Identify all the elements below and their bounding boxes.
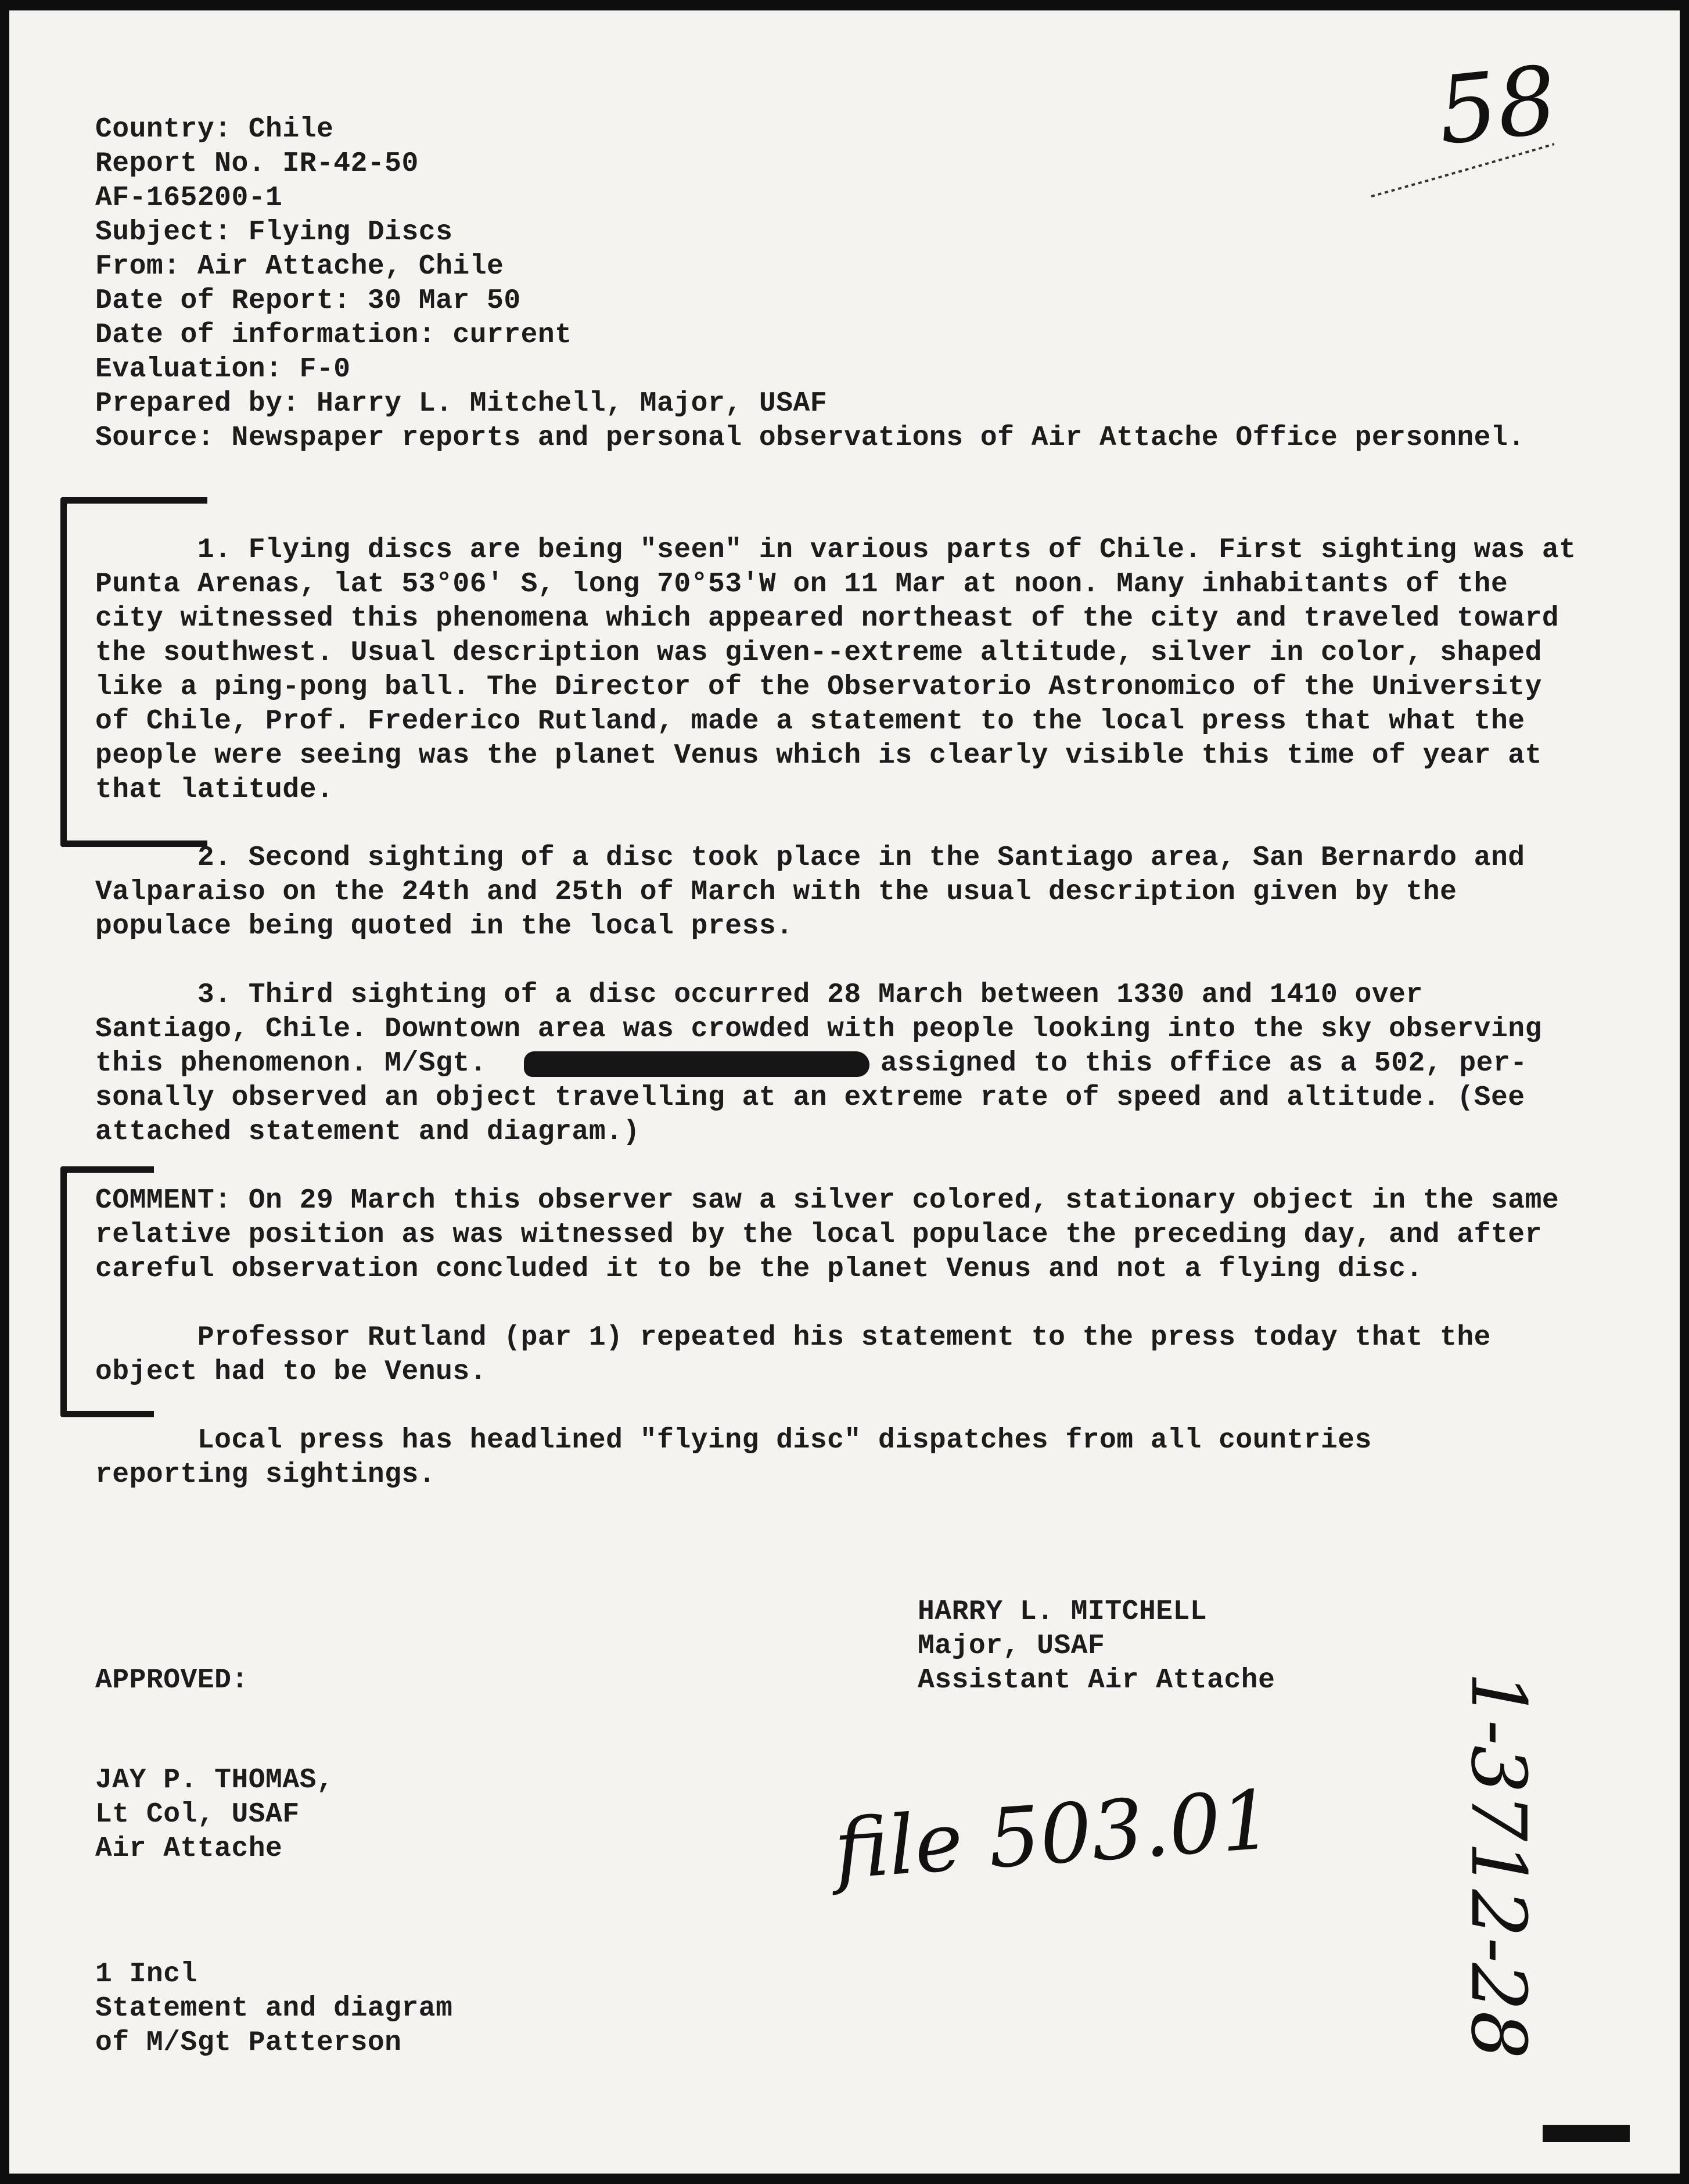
rutland-line: object had to be Venus.: [95, 1356, 487, 1388]
para1-line: city witnessed this phenomena which appeared northeast of the city and traveled toward: [95, 603, 1559, 634]
para3-line: Santiago, Chile. Downtown area was crowded with people looking into the sky observing: [95, 1014, 1542, 1045]
para2-line: populace being quoted in the local press.: [95, 911, 793, 942]
enclosure-count: 1 Incl: [95, 1959, 197, 1990]
para1-line: 1. Flying discs are being "seen" in various parts of Chile. First sighting was at: [95, 534, 1576, 566]
header-source: Source: Newspaper reports and personal observations of Air Attache Office personnel.: [95, 422, 1525, 454]
header-date-of-information: Date of information: current: [95, 319, 572, 351]
handwritten-page-number: 58: [1432, 45, 1562, 166]
comment-line: COMMENT: On 29 March this observer saw a silver colored, stationary object in the same: [95, 1185, 1559, 1216]
para3-line: sonally observed an object travelling at an extreme rate of speed and altitude. (See: [95, 1082, 1525, 1113]
scan-edge-mark: [1543, 2125, 1630, 2142]
para1-line: like a ping-pong ball. The Director of the Observatorio Astronomico of the University: [95, 671, 1542, 703]
handwritten-side-number: 1-3712-28: [1454, 1672, 1543, 2059]
approver-title: Air Attache: [95, 1833, 283, 1865]
para1-line: of Chile, Prof. Frederico Rutland, made a statement to the local press that what the: [95, 706, 1525, 737]
signature-rank: Major, USAF: [918, 1630, 1105, 1662]
para3-line: attached statement and diagram.): [95, 1116, 640, 1148]
para1-line: people were seeing was the planet Venus which is clearly visible this time of year at: [95, 740, 1542, 771]
header-af-no: AF-165200-1: [95, 182, 283, 214]
approver-name: JAY P. THOMAS,: [95, 1765, 334, 1796]
signature-name: HARRY L. MITCHELL: [918, 1596, 1208, 1628]
comment-line: relative position as was witnessed by the local populace the preceding day, and after: [95, 1219, 1542, 1251]
document-page: [9, 10, 1680, 2174]
approver-rank: Lt Col, USAF: [95, 1799, 300, 1830]
para3-line: assigned to this office as a 502, per-: [881, 1048, 1528, 1079]
para3-line: 3. Third sighting of a disc occurred 28 March between 1330 and 1410 over: [95, 979, 1423, 1011]
header-from: From: Air Attache, Chile: [95, 251, 504, 282]
para2-line: 2. Second sighting of a disc took place in the Santiago area, San Bernardo and: [95, 842, 1525, 874]
header-prepared-by: Prepared by: Harry L. Mitchell, Major, USAF: [95, 388, 828, 419]
para2-line: Valparaiso on the 24th and 25th of March with the usual description given by the: [95, 877, 1457, 908]
rutland-line: Professor Rutland (par 1) repeated his statement to the press today that the: [95, 1322, 1491, 1353]
press-line: reporting sightings.: [95, 1459, 436, 1490]
enclosure-desc: of M/Sgt Patterson: [95, 2027, 402, 2059]
header-date-of-report: Date of Report: 30 Mar 50: [95, 285, 521, 317]
approved-label: APPROVED:: [95, 1665, 249, 1696]
enclosure-desc: Statement and diagram: [95, 1993, 453, 2024]
comment-line: careful observation concluded it to be the planet Venus and not a flying disc.: [95, 1253, 1423, 1285]
para3-line: this phenomenon. M/Sgt.: [95, 1048, 487, 1079]
header-report-no: Report No. IR-42-50: [95, 148, 419, 179]
handwritten-file-note: file 503.01: [831, 1772, 1276, 1898]
para1-line: the southwest. Usual description was given--extreme altitude, silver in color, shaped: [95, 637, 1542, 669]
signature-title: Assistant Air Attache: [918, 1665, 1275, 1696]
header-evaluation: Evaluation: F-0: [95, 354, 351, 385]
pencil-dashes-decoration: [1368, 138, 1566, 202]
press-line: Local press has headlined "flying disc" dispatches from all countries: [95, 1425, 1372, 1456]
para1-line: Punta Arenas, lat 53°06' S, long 70°53'W on 11 Mar at noon. Many inhabitants of the: [95, 569, 1508, 600]
redaction-mark: [524, 1051, 869, 1077]
header-subject: Subject: Flying Discs: [95, 217, 453, 248]
para1-line: that latitude.: [95, 774, 334, 806]
header-country: Country: Chile: [95, 114, 334, 145]
